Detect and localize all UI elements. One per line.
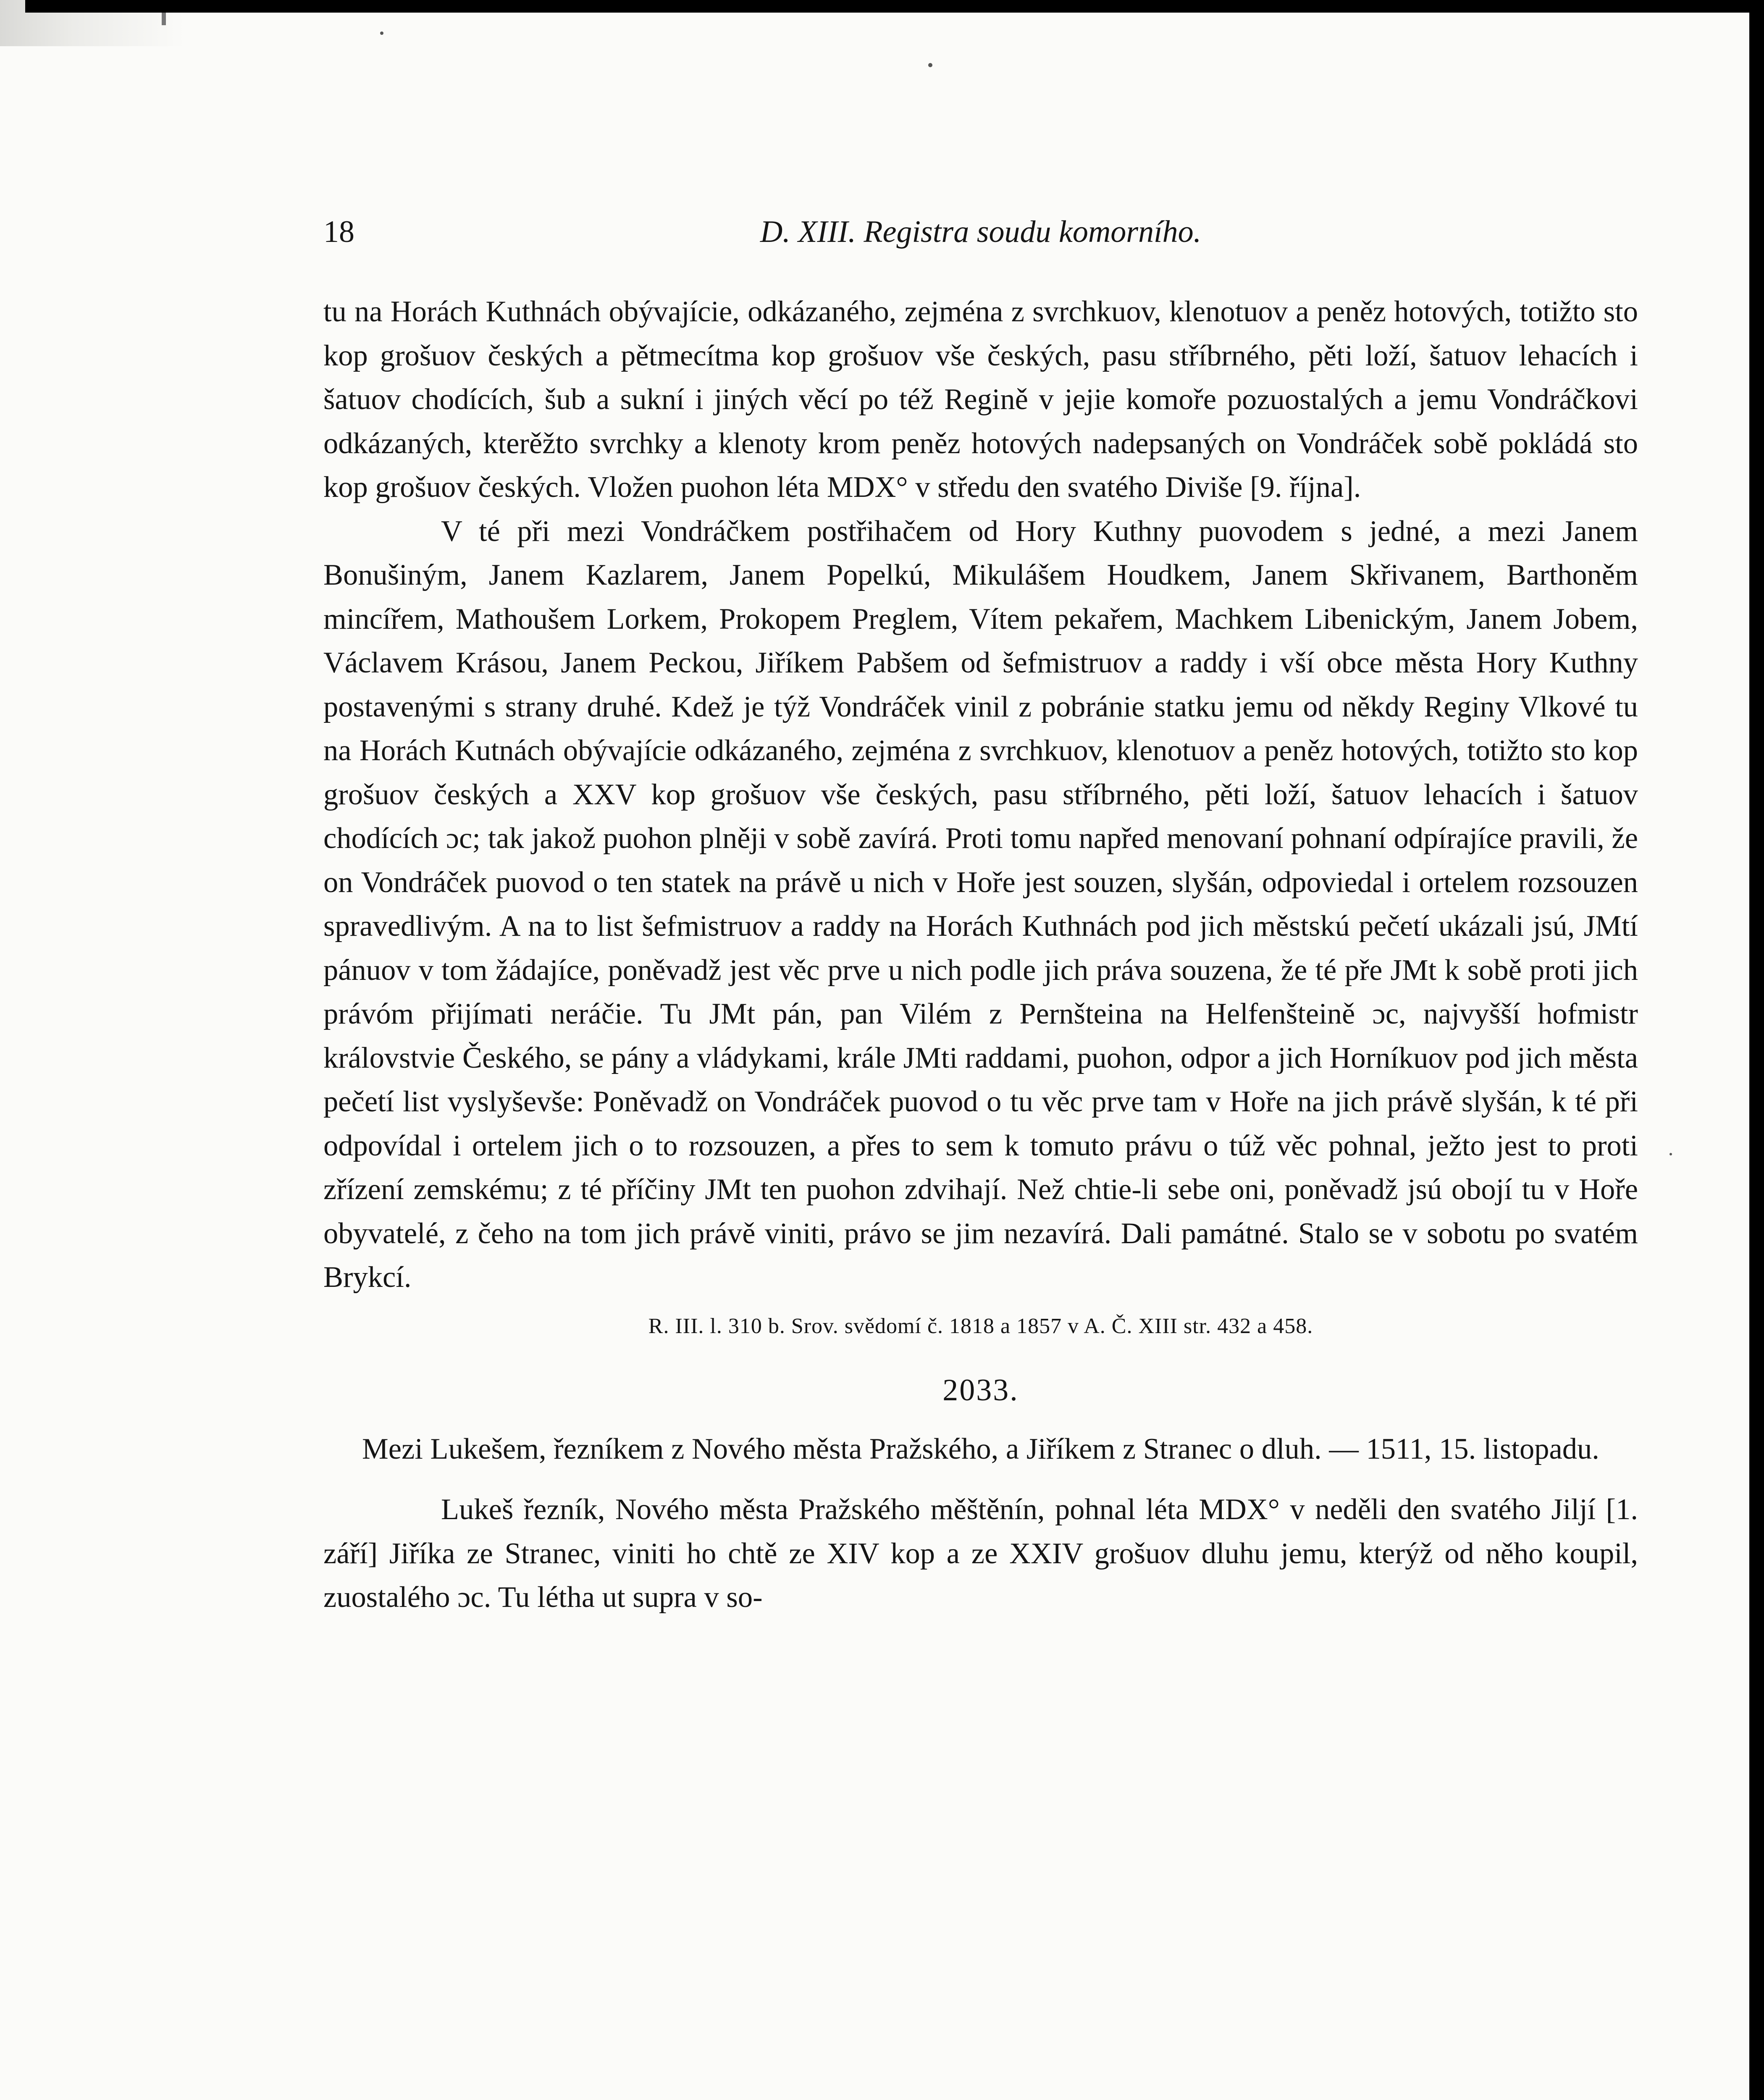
scan-speck <box>1670 1153 1672 1155</box>
paragraph-last: Lukeš řezník, Nového města Pražského měštěnín, pohnal léta MDX° v neděli den svatého Jiljí [1. září] Jiříka ze Stranec, viniti ho chtě ze XIV kop a ze XXIV grošuov dluhu jemu, kterýž od něho koupil, zuostalého ɔc. Tu létha ut supra v so- <box>323 1493 1638 1614</box>
paragraph-judgment: V té při mezi Vondráčkem postřihačem od Hory Kuthny puovodem s jedné, a mezi Janem Bonušiným, Janem Kazlarem, Janem Popelkú, Mikulášem Houdkem, Janem Skřivanem, Barthoněm mincířem, Mathoušem Lorkem, Prokopem Preglem, Vítem pekařem, Machkem Libenickým, Janem Jobem, Václavem Krásou, Janem Peckou, Jiříkem Pabšem od šefmistruov a raddy i vší obce města Hory Kuthny postavenými s strany druhé. Kdež je týž Vondráček vinil z pobránie statku jemu od někdy Reginy Vlkové tu na Horách Kutnách obývajície odkázaného, zejména z svrchkuov, klenotuov a peněz hotových, totižto sto kop grošuov českých a XXV kop grošuov vše českých, pasu stříbrného, pěti loží, šatuov lehacích i šatuov chodících ɔc; tak jakož puohon plněji v sobě zavírá. Proti tomu napřed menovaní pohnaní odpírajíce pravili, že on Vondráček puovod o ten statek na právě u nich v Hoře jest souzen, slyšán, odpoviedal i ortelem rozsouzen spravedlivým. A na to list šefmistruov a raddy na Horách Kuthnách pod jich městskú pečetí ukázali jsú, JMtí pánuov v tom žádajíce, poněvadž jest věc prve u nich podle jich práva souzena, že té pře JMt k sobě proti jich právóm přijímati neráčie. Tu JMt pán, pan Vilém z Pernšteina na Helfenšteině ɔc, najvyšší hofmistr královstvie Českého, se pány a vládykami, krále JMti raddami, puohon, odpor a jich Horníkuov pod jich města pečetí list vyslyševše: Poněvadž on Vondráček puovod o tu věc prve tam v Hoře na jich právě slyšán, k té při odpovídal i ortelem jich o to rozsouzen, a přes to sem k tomuto právu o túž věc pohnal, ježto jest to proti zřízení zemskému; z té příčiny JMt ten puohon zdvihají. Než chtie-li sebe oni, poněvadž jsú obojí tu v Hoře obyvatelé, z čeho na tom jich právě viniti, právo se jim nezavírá. Dali památné. Stalo se v sobotu po svatém Brykcí. <box>323 514 1638 1294</box>
scan-speck <box>928 63 932 67</box>
scan-border-right <box>1749 0 1764 2100</box>
paragraph-continued: tu na Horách Kuthnách obývajície, odkázaného, zejména z svrchkuov, klenotuov a peněz hotových, totižto sto kop grošuov českých a pětmecítma kop grošuov vše českých, pasu stříbrného, pěti loží, šatuov lehacích i šatuov chodících, šub a sukní i jiných věcí po též Regině v jejie komoře pozuostalých a jemu Vondráčkovi odkázaných, kterěžto svrchky a klenoty krom peněz hotových nadepsaných on Vondráček sobě pokládá sto kop grošuov českých. Vložen puohon léta MDX° v středu den svatého Diviše [9. října]. <box>323 295 1638 504</box>
document-number: 2033. <box>942 1373 1019 1407</box>
running-header <box>323 214 1638 260</box>
page-number: 18 <box>323 215 354 249</box>
running-title: D. XIII. Registra soudu komorního. <box>760 215 1202 249</box>
scan-speck <box>380 32 383 35</box>
document-summary: Mezi Lukešem, řezníkem z Nového města Pražského, a Jiříkem z Stranec o dluh. — 1511, 15. listopadu. <box>362 1432 1599 1465</box>
source-note: R. III. l. 310 b. Srov. svědomí č. 1818 a 1857 v A. Č. XIII str. 432 a 458. <box>648 1314 1313 1338</box>
scan-border-top <box>25 0 1749 13</box>
main-text <box>323 290 1638 1620</box>
